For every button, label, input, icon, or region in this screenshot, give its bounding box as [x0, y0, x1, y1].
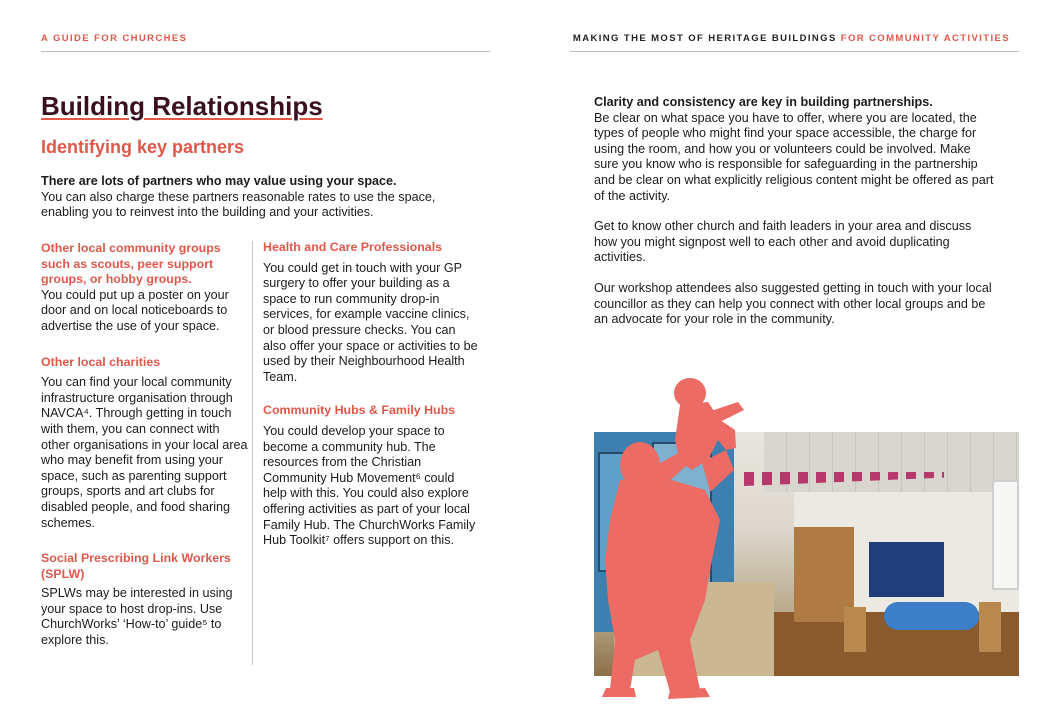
section-community-groups	[41, 241, 251, 335]
section-heading: Other local community groups such as scouts, peer support groups, or hobby groups.	[41, 241, 221, 287]
intro-paragraph	[41, 174, 471, 221]
running-head-accent: FOR COMMUNITY ACTIVITIES	[840, 33, 1010, 44]
section-body: You could get in touch with your GP surgery to offer your building as a space to run community drop-in services, for example vaccine clinics, or blood pressure checks. You can also offer your space or activities to be used by their Neighbourhood Health Team.	[263, 260, 478, 384]
councillor-paragraph: Our workshop attendees also suggested getting in touch with your local councillor as they can help you connect with other local groups and be an advocate for your role in the community.	[594, 280, 992, 327]
section-health-care	[263, 240, 478, 385]
section-community-hubs	[263, 403, 478, 548]
left-header-rule	[41, 51, 490, 52]
section-heading: Social Prescribing Link Workers (SPLW)	[41, 551, 231, 581]
parent-child-silhouette	[530, 0, 1059, 717]
section-local-charities	[41, 355, 251, 532]
section-body: SPLWs may be interested in using your space to host drop-ins. Use ChurchWorks’ ‘How-to’ guide⁵ to explore this.	[41, 586, 233, 648]
column-divider	[252, 241, 253, 665]
page-subtitle: Identifying key partners	[41, 137, 245, 157]
running-head-main: MAKING THE MOST OF HERITAGE BUILDINGS	[572, 33, 837, 44]
column-2	[263, 240, 478, 549]
section-heading: Health and Care Professionals	[263, 240, 443, 254]
intro-text: You can also charge these partners reasonable rates to use the space, enabling you to reinvest into the building and your activities.	[41, 189, 436, 220]
partnership-text: Be clear on what space you have to offer, where you are located, the types of people who might find your space accessible, the charge for using the room, and how you or volunteers could be involved. Make sure you know who is responsible for safeguarding in the partnership and be clear on what explicitly religious content might be offered as part of the activity.	[594, 110, 994, 203]
column-1	[41, 241, 251, 649]
right-page	[530, 0, 1059, 717]
section-social-prescribing	[41, 551, 251, 649]
left-running-head: A GUIDE FOR CHURCHES	[41, 33, 188, 44]
section-heading: Other local charities	[41, 354, 161, 369]
partnership-bold: Clarity and consistency are key in building partnerships.	[594, 95, 933, 109]
page-title: Building Relationships	[41, 91, 323, 121]
faith-leaders-paragraph: Get to know other church and faith leaders in your area and discuss how you might signpost well to each other and avoid duplicating activities.	[594, 219, 972, 265]
section-body: You can find your local community infrastructure organisation through NAVCA⁴. Through getting in touch with them, you can connect with other organisations in your local area who may benefit from using your space, such as parenting support groups, sports and art clubs for disabled people, and food sharing schemes.	[41, 375, 248, 530]
section-heading: Community Hubs & Family Hubs	[263, 403, 456, 418]
section-body: You could develop your space to become a community hub. The resources from the Christian Community Hub Movement⁶ could help with this. You could also explore offering activities as part of your local Family Hub. The ChurchWorks Family Hub Toolkit⁷ offers support on this.	[263, 423, 476, 548]
intro-bold: There are lots of partners who may value using your space.	[41, 174, 397, 188]
section-body: You could put up a poster on your door and on local noticeboards to advertise the use of your space.	[41, 287, 229, 333]
